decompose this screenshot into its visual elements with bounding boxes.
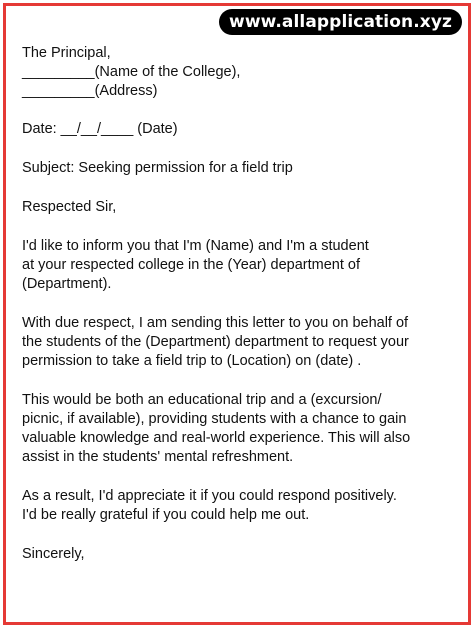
body-line: picnic, if available), providing students with a chance to gain [22, 411, 407, 427]
body-line: the students of the (Department) department to request your [22, 334, 409, 350]
date-text: Date: __/__/____ (Date) [22, 121, 178, 137]
body-paragraph [22, 237, 462, 294]
salutation [22, 198, 462, 217]
recipient-block [22, 44, 462, 101]
closing [22, 545, 462, 564]
body-line: As a result, I'd appreciate it if you could respond positively. [22, 488, 397, 504]
body-line: (Department). [22, 276, 112, 292]
body-line: valuable knowledge and real-world experience. This will also [22, 430, 411, 446]
body-line: permission to take a field trip to (Location) on (date) . [22, 353, 362, 369]
subject-line [22, 159, 462, 178]
body-paragraph [22, 314, 462, 371]
body-paragraph [22, 391, 462, 467]
closing-text: Sincerely, [22, 546, 85, 562]
watermark-badge: www.allapplication.xyz [219, 9, 462, 35]
date-line [22, 120, 462, 139]
body-line: I'd be really grateful if you could help me out. [22, 507, 310, 523]
body-line: I'd like to inform you that I'm (Name) and I'm a student [22, 238, 369, 254]
recipient-line: _________(Address) [22, 83, 158, 99]
subject-text: Subject: Seeking permission for a field trip [22, 160, 293, 176]
body-line: This would be both an educational trip and a (excursion/ [22, 392, 382, 408]
body-paragraph [22, 487, 462, 525]
body-line: at your respected college in the (Year) department of [22, 257, 360, 273]
recipient-line: _________(Name of the College), [22, 64, 241, 80]
letter [22, 44, 462, 564]
body-line: assist in the students' mental refreshment. [22, 449, 294, 465]
body-line: With due respect, I am sending this letter to you on behalf of [22, 315, 409, 331]
recipient-line: The Principal, [22, 45, 111, 61]
salutation-text: Respected Sir, [22, 199, 117, 215]
